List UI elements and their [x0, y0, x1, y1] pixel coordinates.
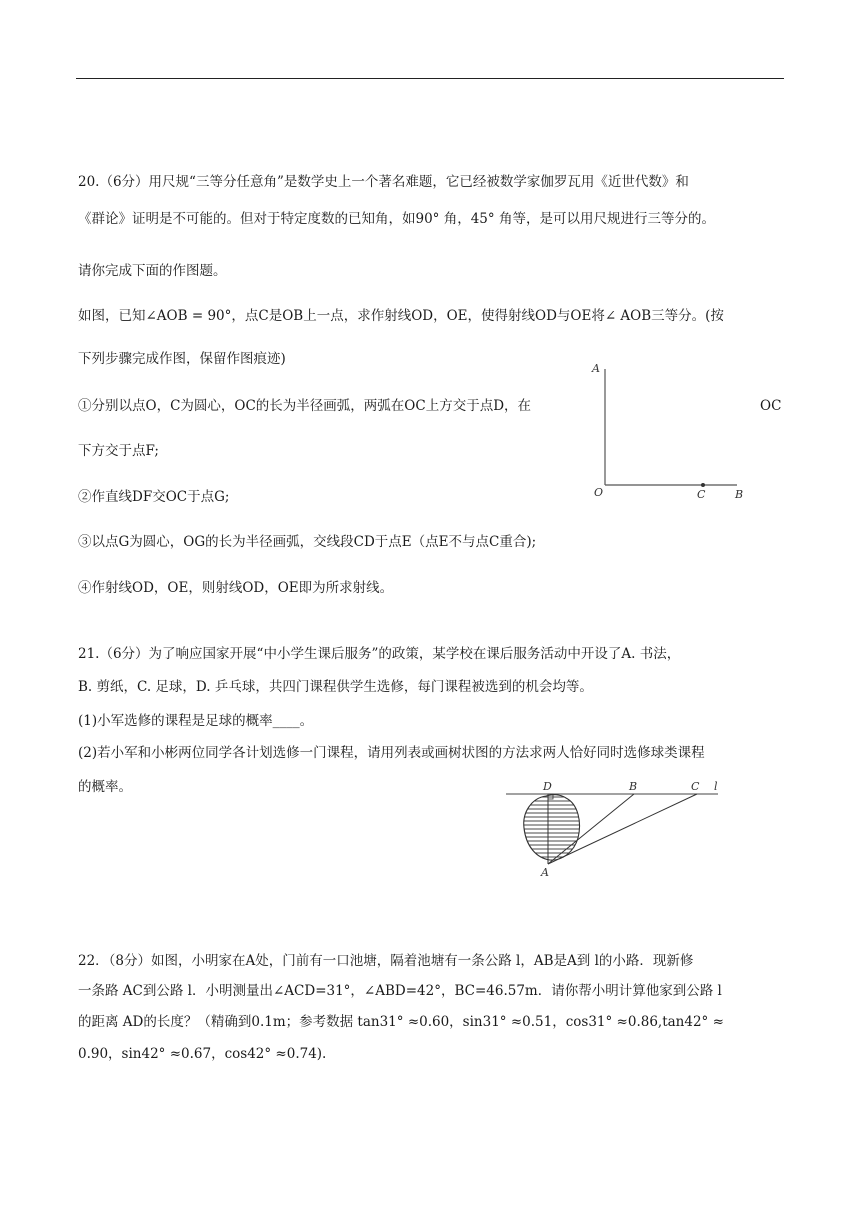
- q21-line-5: 的概率。: [78, 779, 132, 795]
- label-b: B: [629, 780, 638, 793]
- q22-line-1: 22．（8分）如图，小明家在A处，门前有一口池塘，隔着池塘有一条公路 l，AB是A到 l的小路．现新修: [78, 953, 694, 969]
- q21-line-4: (2)若小军和小彬两位同学各计划选修一门课程，请用列表或画树状图的方法求两人恰好同时选修球类课程: [78, 745, 705, 761]
- q22-line-3: 的距离 AD的长度？（精确到0.1m；参考数据 tan31° ≈0.60，sin31° ≈0.51，cos31° ≈0.86,tan42° ≈: [78, 1014, 724, 1030]
- q20-line-2: 《群论》证明是不可能的。但对于特定度数的已知角，如90° 角，45° 角等，是可以用尺规进行三等分的。: [78, 211, 715, 227]
- q22-pond-figure: [500, 776, 730, 880]
- q20-step-2: ②作直线DF交OC于点G;: [78, 489, 230, 505]
- q20-line-1: 20.（6分）用尺规“三等分任意角”是数学史上一个著名难题，它已经被数学家伽罗瓦用《近世代数》和: [78, 174, 689, 190]
- q20-line-4: 如图，已知∠AOB = 90°，点C是OB上一点，求作射线OD，OE，使得射线OD与OE将∠ AOB三等分。(按: [78, 308, 724, 324]
- label-c: C: [691, 780, 700, 793]
- label-a: A: [592, 362, 600, 375]
- q20-angle-figure: [585, 355, 755, 505]
- q20-step-3: ③以点G为圆心，OG的长为半径画弧，交线段CD于点E（点E不与点C重合);: [78, 534, 537, 550]
- q20-line-5: 下列步骤完成作图，保留作图痕迹): [78, 351, 286, 367]
- q20-step-4: ④作射线OD，OE，则射线OD，OE即为所求射线。: [78, 580, 394, 596]
- q22-line-4: 0.90，sin42° ≈0.67，cos42° ≈0.74).: [78, 1046, 327, 1062]
- point-c: [701, 483, 705, 487]
- q20-step-1-cont: 下方交于点F;: [78, 443, 159, 459]
- label-a: A: [541, 866, 549, 879]
- label-b: B: [735, 488, 744, 501]
- q21-line-1: 21.（6分）为了响应国家开展“中小学生课后服务”的政策，某学校在课后服务活动中开设了A. 书法，: [78, 646, 681, 662]
- header-rule: [76, 78, 784, 79]
- q20-line-3: 请你完成下面的作图题。: [78, 263, 227, 279]
- q20-step-1-oc: OC: [760, 398, 782, 414]
- q20-step-1: ①分别以点O，C为圆心，OC的长为半径画弧，两弧在OC上方交于点D，在: [78, 398, 532, 414]
- label-l: l: [714, 780, 718, 793]
- label-o: O: [594, 486, 604, 499]
- label-d: D: [543, 780, 552, 793]
- label-c: C: [697, 488, 706, 501]
- q21-line-3: (1)小军选修的课程是足球的概率____。: [78, 713, 314, 729]
- q21-line-2: B. 剪纸，C. 足球，D. 乒乓球，共四门课程供学生选修，每门课程被选到的机会均等。: [78, 679, 593, 695]
- q22-line-2: 一条路 AC到公路 l．小明测量出∠ACD=31°，∠ABD=42°，BC=46.57m．请你帮小明计算他家到公路 l: [78, 983, 722, 999]
- pond: [524, 795, 580, 860]
